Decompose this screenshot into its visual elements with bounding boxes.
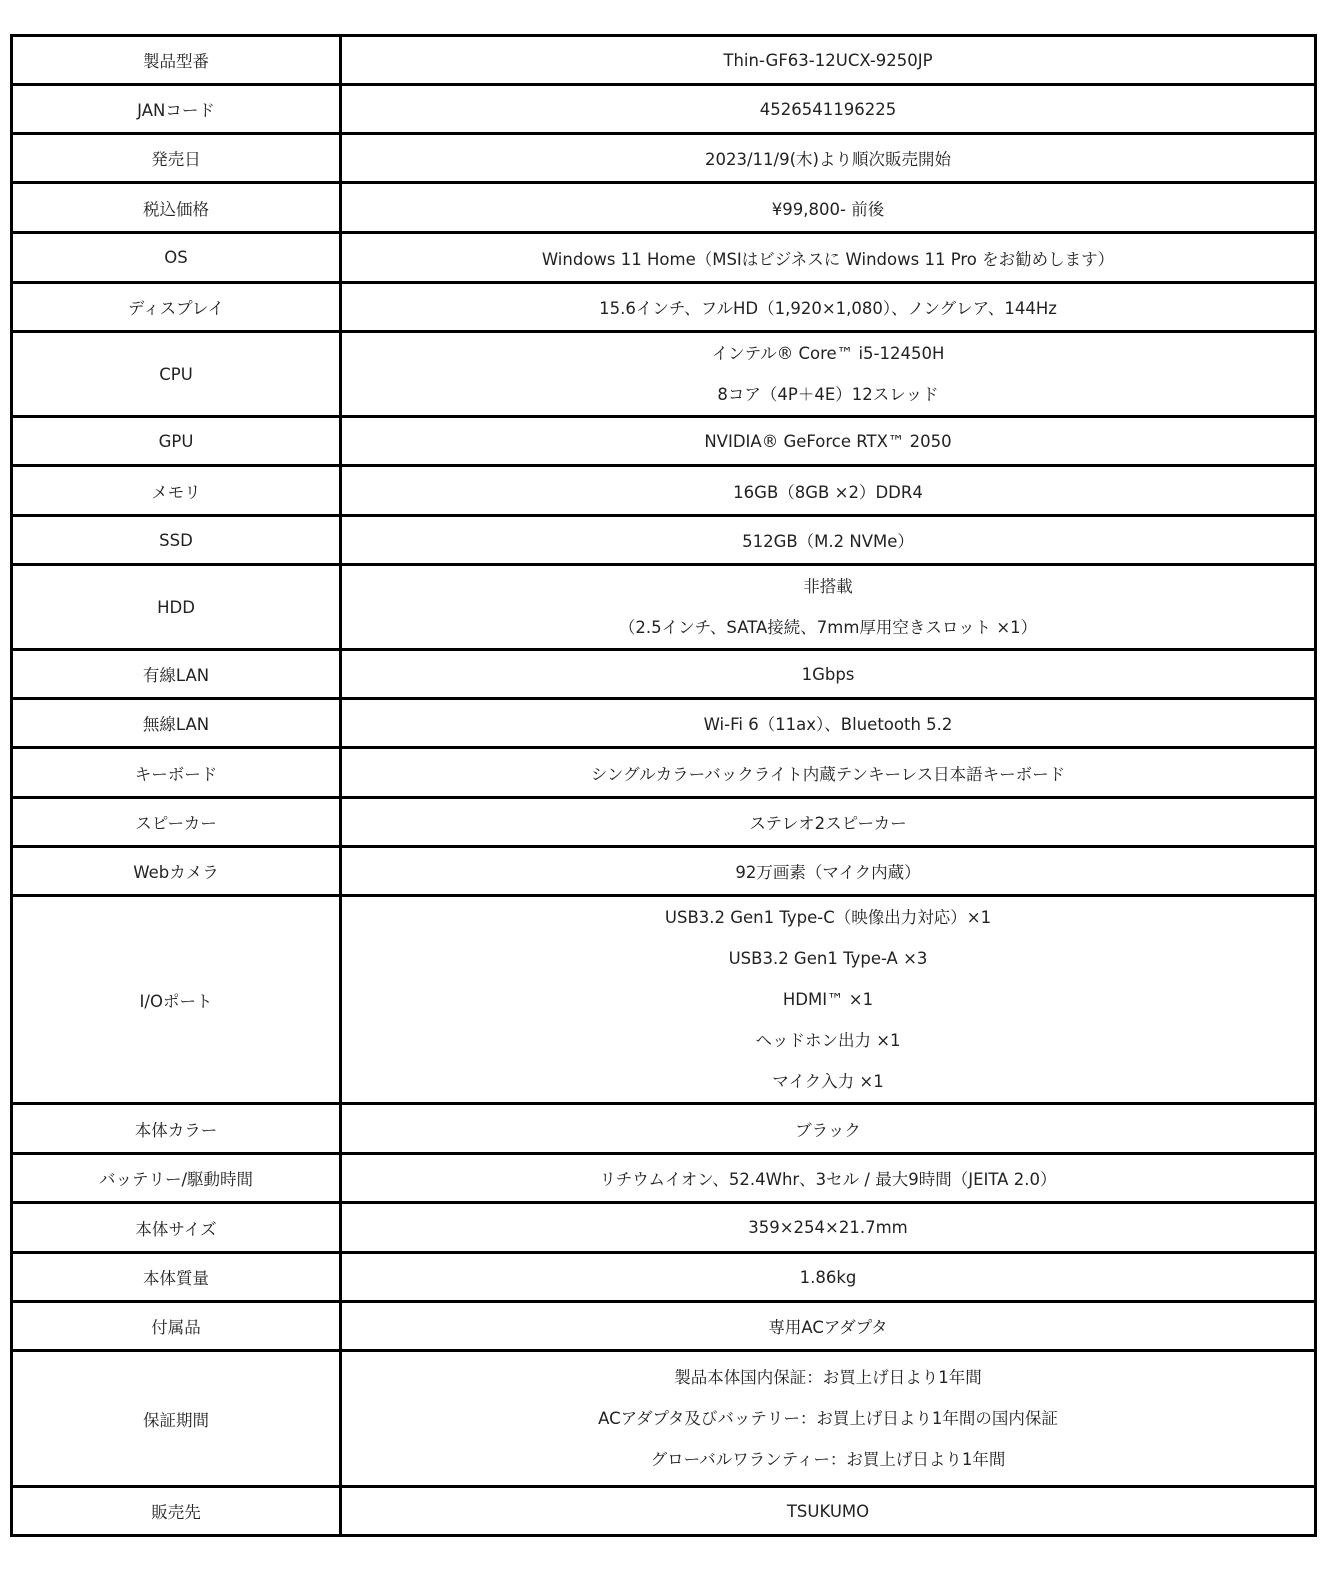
spec-label: HDD — [12, 565, 341, 650]
spec-value — [341, 1154, 1316, 1203]
spec-label: 販売先 — [12, 1487, 341, 1536]
table-row — [12, 233, 1316, 283]
spec-value-line: 2023/11/9(木)より順次販売開始 — [705, 150, 951, 169]
table-row — [12, 1203, 1316, 1253]
spec-label: Webカメラ — [12, 847, 341, 896]
spec-label: 本体質量 — [12, 1253, 341, 1302]
spec-value-line: 製品本体国内保証：お買上げ日より1年間 — [674, 1368, 982, 1387]
spec-value — [341, 283, 1316, 332]
spec-value-line: 16GB（8GB ×2）DDR4 — [733, 482, 923, 502]
table-row — [12, 1487, 1316, 1536]
spec-value-line: グローバルワランティー：お買上げ日より1年間 — [650, 1450, 1006, 1469]
table-row — [12, 699, 1316, 748]
table-row — [12, 1154, 1316, 1203]
spec-label: CPU — [12, 332, 341, 417]
table-row — [12, 283, 1316, 332]
spec-value — [341, 183, 1316, 233]
table-row — [12, 748, 1316, 798]
spec-value — [341, 36, 1316, 85]
spec-value-line: インテル® Core™ i5-12450H — [711, 344, 945, 363]
spec-label: ディスプレイ — [12, 283, 341, 332]
spec-label: 有線LAN — [12, 650, 341, 699]
spec-label: OS — [12, 233, 341, 283]
spec-label: 本体カラー — [12, 1104, 341, 1154]
spec-value — [341, 233, 1316, 283]
spec-label: 製品型番 — [12, 36, 341, 85]
spec-value — [341, 134, 1316, 183]
spec-value-line: ヘッドホン出力 ×1 — [755, 1031, 901, 1050]
spec-value — [341, 1351, 1316, 1487]
table-row — [12, 1351, 1316, 1487]
spec-label: メモリ — [12, 466, 341, 516]
spec-label: 本体サイズ — [12, 1203, 341, 1253]
table-row — [12, 516, 1316, 565]
spec-label: 保証期間 — [12, 1351, 341, 1487]
spec-value — [341, 417, 1316, 466]
spec-value — [341, 1302, 1316, 1351]
spec-value-line: ¥99,800- 前後 — [771, 199, 885, 219]
spec-value-line: 4526541196225 — [759, 99, 897, 119]
spec-value-line: 非搭載 — [803, 577, 853, 596]
table-row — [12, 332, 1316, 417]
spec-label: 付属品 — [12, 1302, 341, 1351]
spec-value — [341, 1104, 1316, 1154]
spec-value — [341, 332, 1316, 417]
spec-value — [341, 1253, 1316, 1302]
table-row — [12, 650, 1316, 699]
spec-value — [341, 466, 1316, 516]
spec-value — [341, 85, 1316, 134]
table-row — [12, 417, 1316, 466]
spec-value-line: 8コア（4P＋4E）12スレッド — [717, 385, 939, 404]
spec-label: 発売日 — [12, 134, 341, 183]
spec-value-line: 92万画素（マイク内蔵） — [735, 863, 921, 882]
table-row — [12, 1302, 1316, 1351]
table-row — [12, 85, 1316, 134]
spec-value-line: USB3.2 Gen1 Type-A ×3 — [728, 949, 928, 968]
spec-value-line: Thin-GF63-12UCX-9250JP — [723, 50, 933, 70]
table-row — [12, 1253, 1316, 1302]
spec-value-line: ステレオ2スピーカー — [749, 814, 907, 833]
spec-value-line: 1.86kg — [799, 1267, 857, 1287]
table-row — [12, 134, 1316, 183]
spec-value-line: 1Gbps — [801, 664, 855, 684]
spec-value — [341, 650, 1316, 699]
spec-value — [341, 748, 1316, 798]
spec-value-line: Wi-Fi 6（11ax）、Bluetooth 5.2 — [703, 715, 953, 734]
spec-value-line: マイク入力 ×1 — [772, 1072, 884, 1091]
spec-value — [341, 1487, 1316, 1536]
table-row — [12, 36, 1316, 85]
spec-value-line: ACアダプタ及びバッテリー：お買上げ日より1年間の国内保証 — [598, 1409, 1058, 1428]
spec-value-line: 15.6インチ、フルHD（1,920×1,080）、ノングレア、144Hz — [599, 299, 1057, 318]
spec-value-line: ブラック — [795, 1120, 861, 1140]
table-row — [12, 896, 1316, 1104]
spec-label: キーボード — [12, 748, 341, 798]
spec-label: スピーカー — [12, 798, 341, 847]
table-row — [12, 1104, 1316, 1154]
spec-value — [341, 896, 1316, 1104]
spec-value — [341, 1203, 1316, 1253]
spec-label: I/Oポート — [12, 896, 341, 1104]
spec-value-line: 359×254×21.7mm — [748, 1218, 908, 1237]
table-row — [12, 798, 1316, 847]
table-row — [12, 565, 1316, 650]
spec-label: バッテリー/駆動時間 — [12, 1154, 341, 1203]
spec-value — [341, 798, 1316, 847]
spec-value-line: リチウムイオン、52.4Whr、3セル / 最大9時間（JEITA 2.0） — [599, 1170, 1057, 1189]
spec-value-line: NVIDIA® GeForce RTX™ 2050 — [704, 431, 952, 451]
table-row — [12, 847, 1316, 896]
spec-value — [341, 699, 1316, 748]
spec-value — [341, 565, 1316, 650]
spec-value — [341, 847, 1316, 896]
spec-value-line: TSUKUMO — [786, 1501, 870, 1521]
spec-label: 無線LAN — [12, 699, 341, 748]
spec-table — [10, 34, 1317, 1537]
spec-value-line: USB3.2 Gen1 Type-C（映像出力対応）×1 — [664, 908, 992, 927]
spec-value-line: シングルカラーバックライト内蔵テンキーレス日本語キーボード — [590, 764, 1066, 784]
spec-value-line: （2.5インチ、SATA接続、7mm厚用空きスロット ×1） — [618, 618, 1038, 637]
spec-label: JANコード — [12, 85, 341, 134]
table-row — [12, 183, 1316, 233]
spec-value-line: 専用ACアダプタ — [768, 1318, 888, 1337]
spec-label: 税込価格 — [12, 183, 341, 233]
spec-value-line: 512GB（M.2 NVMe） — [742, 532, 914, 551]
spec-value-line: Windows 11 Home（MSIはビジネスに Windows 11 Pro をお勧めします） — [541, 249, 1115, 269]
spec-label: GPU — [12, 417, 341, 466]
spec-label: SSD — [12, 516, 341, 565]
table-row — [12, 466, 1316, 516]
spec-value — [341, 516, 1316, 565]
spec-value-line: HDMI™ ×1 — [782, 990, 874, 1009]
